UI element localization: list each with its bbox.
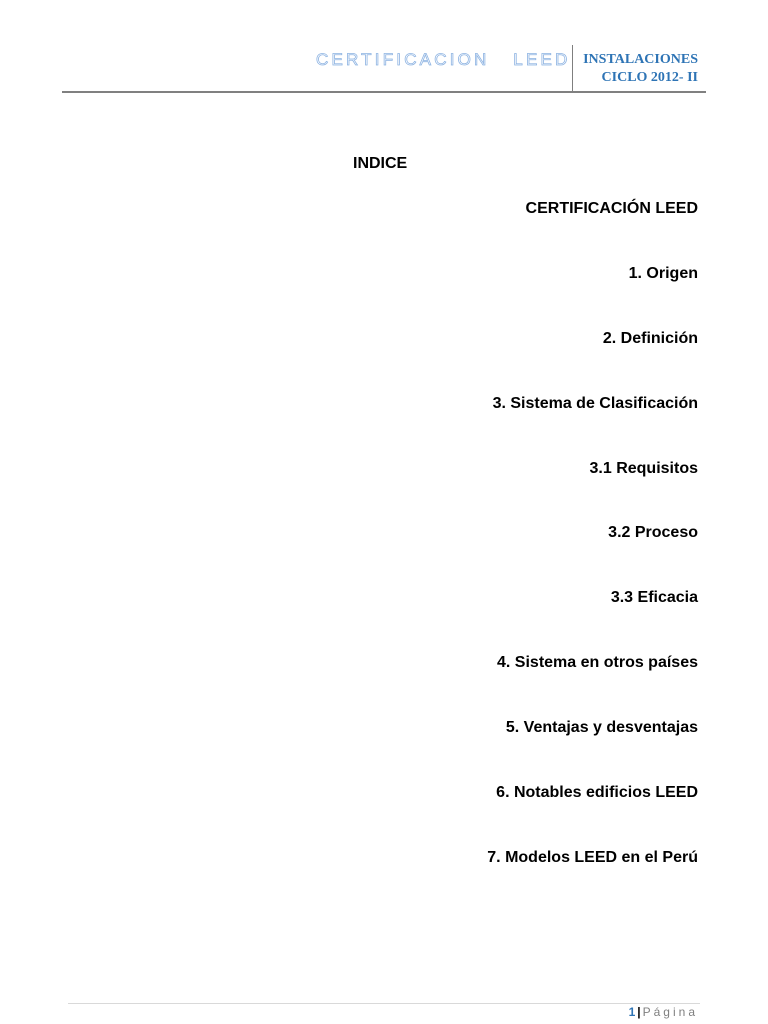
toc-item: 5. Ventajas y desventajas (505, 719, 698, 737)
page-number: 1 (628, 1005, 636, 1019)
header-rule (62, 91, 706, 93)
toc-item: 3. Sistema de Clasificación (492, 394, 698, 412)
header-divider (572, 45, 573, 92)
toc-item: 1. Origen (628, 264, 698, 282)
toc-item: 6. Notables edificios LEED (496, 784, 698, 802)
header-course-info (583, 51, 698, 87)
page-label: Página (642, 1005, 698, 1019)
toc-item: 2. Definición (602, 329, 698, 347)
header-title: CERTIFICACION LEED (316, 50, 571, 69)
toc-item: 3.1 Requisitos (589, 459, 698, 477)
toc-item: 7. Modelos LEED en el Perú (487, 848, 698, 866)
header-course-line1: INSTALACIONES (583, 52, 698, 67)
footer-rule (68, 1003, 700, 1004)
table-of-contents (487, 198, 698, 912)
toc-item: 3.3 Eficacia (610, 589, 698, 607)
page-footer (629, 1005, 698, 1019)
toc-item: 3.2 Proceso (608, 524, 698, 542)
toc-item: 4. Sistema en otros países (497, 654, 698, 672)
footer-separator: | (637, 1005, 641, 1019)
toc-item: CERTIFICACIÓN LEED (525, 200, 698, 217)
index-title: INDICE (353, 155, 408, 172)
header-course-line2: CICLO 2012- II (601, 70, 698, 85)
